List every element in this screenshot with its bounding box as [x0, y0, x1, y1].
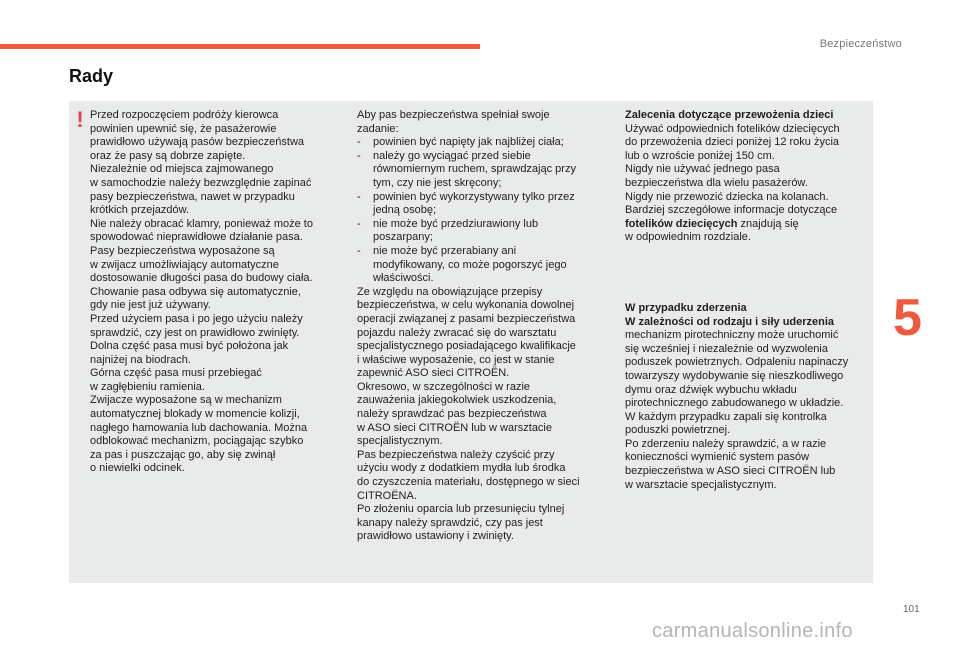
section-label: Bezpieczeństwo	[819, 38, 902, 50]
warning-text: Przed rozpoczęciem podróży kierowca powinien upewnić się, że pasażerowie prawidłowo używają pasów bezpieczeństwa oraz że pasy są dobrze zapięte. Niezależnie od miejsca zajmowanego w samochodzie należy bezwzględnie zapinać pasy bezpieczeństwa, nawet w przypadku krótkich przejazdów. Nie należy obracać klamry, ponieważ może to spowodować nieprawidłowe działanie pasa. Pasy bezpieczeństwa wyposażone są w zwijacz umożliwiający automatyczne dostosowanie długości pasa do budowy ciała. Chowanie pasa odbywa się automatycznie, gdy nie jest już używany. Przed użyciem pasa i po jego użyciu należy sprawdzić, czy jest on prawidłowo zwinięty. Dolna część pasa musi być położona jak najniżej na biodrach. Górna część pasa musi przebiegać w zagłębieniu ramienia. Zwijacze wyposażone są w mechanizm automatycznej blokady w momencie kolizji, nagłego hamowania lub dachowania. Można odblokować mechanizm, pociągając szybko za pas i puszczając go, aby się zwinął o niewielki odcinek.	[90, 109, 313, 475]
page-title: Rady	[69, 66, 114, 86]
collision-subheading: W zależności od rodzaju i siły uderzenia	[625, 315, 835, 328]
advice-panel	[69, 101, 873, 583]
header-accent-bar	[0, 44, 480, 49]
belt-maintenance-text: Ze względu na obowiązujące przepisy bezpieczeństwa, w celu wykonania dowolnej operacji związanej z pasami bezpieczeństwa pojazdu należy zwracać się do warsztatu specjalistycznego posiadającego kwalifikacje i właściwe wyposażenie, co jest w stanie zapewnić ASO sieci CITROËN. Okresowo, w szczególności w razie zauważenia jakiegokolwiek uszkodzenia, należy sprawdzać pas bezpieczeństwa w ASO sieci CITROËN lub w warsztacie specjalistycznym. Pas bezpieczeństwa należy czyścić przy użyciu wody z dodatkiem mydła lub środka do czyszczenia materiału, dostępnego w sieci CITROËNA. Po złożeniu oparcia lub przesunięciu tylnej kanapy należy sprawdzić, czy pas jest prawidłowo ustawiony i zwinięty.	[357, 285, 580, 543]
spacer	[625, 245, 869, 302]
list-item: - należy go wyciągać przed siebie równomiernym ruchem, sprawdzając przy tym, czy nie jest skręcony;	[357, 150, 603, 191]
children-text-main: Używać odpowiednich fotelików dziecięcych do przewożenia dzieci poniżej 12 roku życia lub o wzroście poniżej 150 cm. Nigdy nie używać jednego pasa bezpieczeństwa dla wielu pasażerów. Nigdy nie przewozić dziecka na kolanach. Bardziej szczegółowe informacje dotyczące	[625, 122, 840, 217]
children-text	[625, 123, 869, 245]
collision-text: mechanizm pirotechniczny może uruchomić się wcześniej i niezależnie od wyzwolenia poduszek powietrznych. Odpaleniu napinaczy towarzyszy wydobywanie się nieszkodliwego dymu oraz dźwięk wybuchu wkładu pirotechnicznego zabudowanego w układzie. W każdym przypadku zapali się kontrolka poduszki powietrznej. Po zderzeniu należy sprawdzić, a w razie konieczności wymienić system pasów bezpieczeństwa w ASO sieci CITROËN lub w warsztacie specjalistycznym.	[625, 329, 849, 491]
children-seats-bold: fotelików dziecięcych	[625, 217, 738, 230]
children-text-tail: znajdują się w odpowiednim rozdziale.	[625, 217, 799, 244]
children-heading: Zalecenia dotyczące przewożenia dzieci	[625, 109, 834, 121]
list-item: - powinien być napięty jak najbliżej ciała;	[357, 136, 603, 150]
page-number: 101	[903, 604, 920, 615]
chapter-number: 5	[893, 289, 922, 347]
collision-heading: W przypadku zderzenia	[625, 301, 747, 314]
warning-exclamation-icon: !	[76, 107, 84, 132]
column-warning	[90, 109, 330, 476]
watermark: carmanualsonline.info	[652, 620, 853, 642]
list-item: - nie może być przedziurawiony lub poszarpany;	[357, 218, 603, 245]
belt-intro: Aby pas bezpieczeństwa spełniał swoje zadanie:	[357, 109, 550, 135]
list-item: - powinien być wykorzystywany tylko przez jedną osobę;	[357, 191, 603, 218]
belt-requirements-list	[357, 136, 603, 286]
list-item: - nie może być przerabiany ani modyfikowany, co może pogorszyć jego właściwości.	[357, 245, 603, 286]
column-children-collision	[625, 109, 869, 492]
column-belt-usage	[357, 109, 603, 544]
